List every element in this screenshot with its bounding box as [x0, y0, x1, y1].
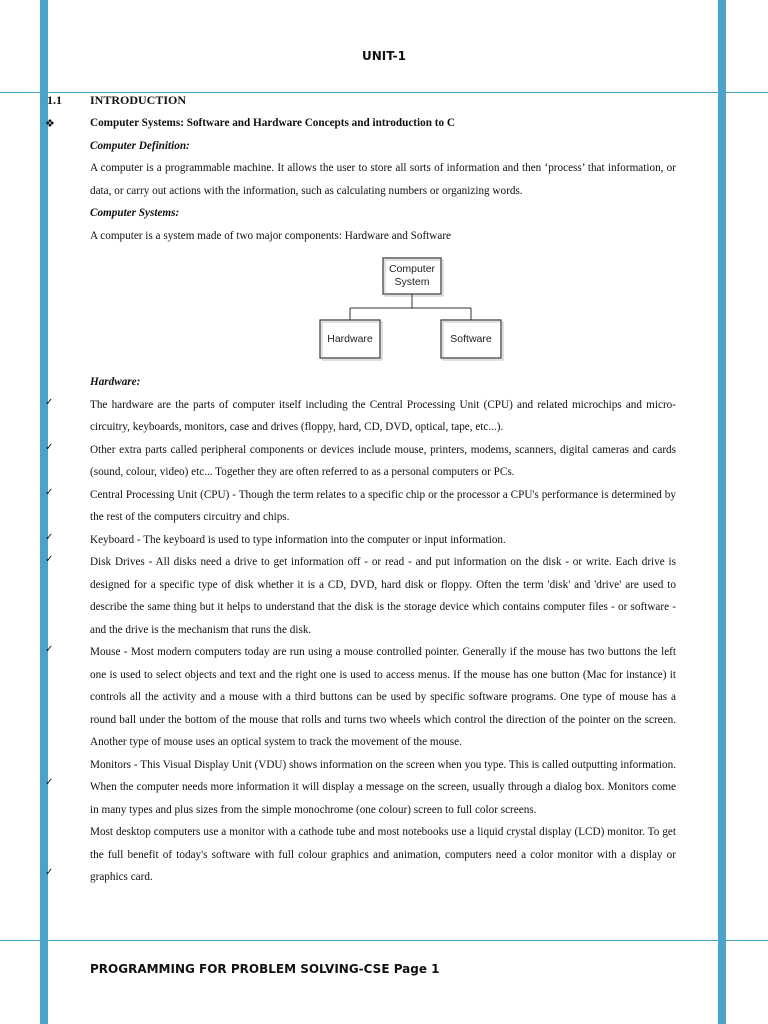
hardware-item: Keyboard - The keyboard is used to type information into the computer or input information.: [90, 533, 506, 546]
hardware-item: Mouse - Most modern computers today are run using a mouse controlled pointer. Generally if the mouse has two buttons the left one is used to select objects and text and the right one is used to access menus. If the mouse has one button (Mac for instance) it controls all the activity and a mouse with a third buttons can be used by specific software programs. One type of mouse has a round ball under the bottom of the mouse that rolls and turns two wheels which control the direction of the pointer on the screen. Another type of mouse uses an optical system to track the movement of the mouse.: [90, 646, 676, 748]
footer-rule: [0, 940, 768, 941]
hardware-item: The hardware are the parts of computer itself including the Central Processing Unit (CPU) and related microchips and micro-circuitry, keyboards, monitors, case and drives (floppy, hard, CD, DVD, optical, tape, etc...).: [90, 398, 676, 433]
checkmark-icon: ✓: [45, 777, 54, 788]
definition-text: A computer is a programmable machine. It allows the user to store all sorts of information and then ‘process’ that information, or data, or carry out actions with the information, such as calculating numbers or organizing words.: [90, 162, 676, 197]
diagram-root-line2: System: [394, 276, 430, 288]
checkmark-icon: ✓: [45, 554, 54, 565]
checkmark-icon: ✓: [45, 442, 54, 453]
hardware-item: Other extra parts called peripheral components or devices include mouse, printers, modems, scanners, digital cameras and cards (sound, colour, video) etc... Together they are often referred to as a personal computers or PCs.: [90, 443, 676, 478]
unit-title: UNIT-1: [361, 49, 406, 63]
diamond-bullet-icon: ❖: [45, 118, 55, 130]
hardware-section: [90, 371, 676, 889]
diagram-root-line1: Computer: [388, 263, 436, 275]
definition-heading: Computer Definition:: [90, 139, 190, 152]
systems-heading: Computer Systems:: [90, 207, 180, 219]
computer-system-diagram: [316, 254, 506, 362]
hardware-item: Disk Drives - All disks need a drive to get information off - or read - and put information on the disk - or write. Each drive is designed for a specific type of disk whether it is a CD, DVD, hard disk or floppy. Often the term 'disk' and 'drive' are used to describe the same thing but it helps to understand that the disk is the storage device which contains computer files - or software - and the drive is the mechanism that runs the disk.: [90, 556, 676, 636]
checkmark-icon: ✓: [45, 532, 54, 543]
hardware-item: Central Processing Unit (CPU) - Though the term relates to a specific chip or the processor a CPU's performance is determined by the rest of the computers circuitry and chips.: [90, 488, 676, 523]
right-margin-bar: [718, 0, 726, 1024]
checkmark-icon: ✓: [45, 487, 54, 498]
diagram-software-label: Software: [450, 333, 492, 345]
hardware-heading: Hardware:: [90, 376, 141, 388]
page-body: [90, 112, 676, 247]
checkmark-icon: ✓: [45, 397, 54, 408]
systems-text: A computer is a system made of two major components: Hardware and Software: [90, 229, 452, 242]
page-footer: PROGRAMMING FOR PROBLEM SOLVING-CSE Page 1: [90, 962, 440, 976]
topic-heading: Computer Systems: Software and Hardware Concepts and introduction to C: [90, 117, 455, 129]
hardware-item: Monitors - This Visual Display Unit (VDU) shows information on the screen when you type. This is called outputting information. When the computer needs more information it will display a message on the screen, usually through a dialog box. Monitors come in many types and plus sizes from the simple monochrome (one colour) screen to full color screens.: [90, 758, 676, 816]
checkmark-icon: ✓: [45, 867, 54, 878]
checkmark-icon: ✓: [45, 644, 54, 655]
diagram-hardware-label: Hardware: [327, 333, 373, 345]
hardware-item: Most desktop computers use a monitor with a cathode tube and most notebooks use a liquid crystal display (LCD) monitor. To get the full benefit of today's software with full colour graphics and animation, computers need a color monitor with a display or graphics card.: [90, 826, 676, 883]
section-number: 1.1: [47, 93, 62, 107]
section-title: INTRODUCTION: [90, 93, 187, 107]
